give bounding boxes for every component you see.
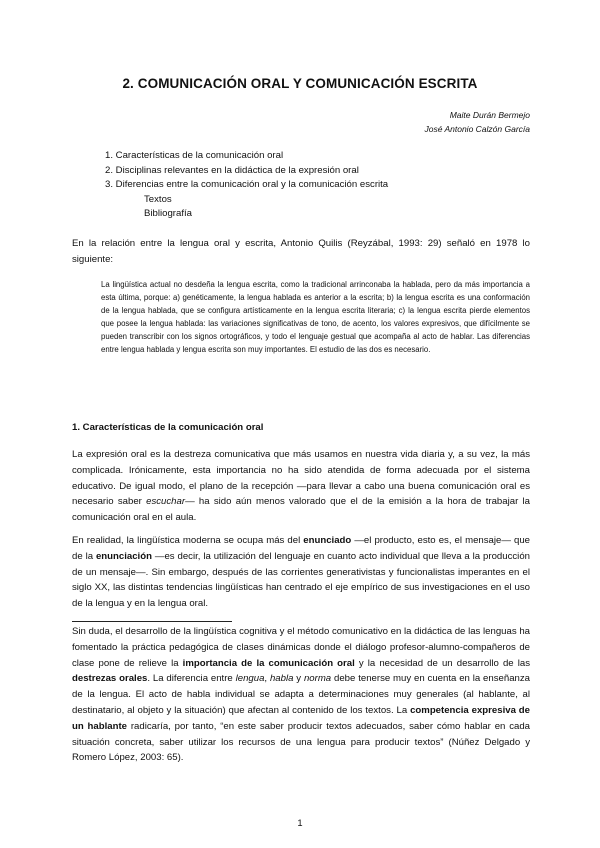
author-2: José Antonio Calzón García: [424, 124, 530, 134]
intro-paragraph: En la relación entre la lengua oral y escrita, Antonio Quilis (Reyzábal, 1993: 29) señaló en 1978 lo siguiente:: [72, 238, 530, 265]
paragraph-2: [72, 533, 530, 612]
block-quote: La lingüística actual no desdeña la lengua escrita, como la tradicional arrinconaba la hablada, pero da más importancia a esta última, porque: a) genéticamente, la lengua hablada es anterior a la escrita; b) la lengua escrita es una conformación de la lengua hablada, que se configura artísticamente en la lengua escrita literaria; c) la lengua escrita pierde elementos que posee la lengua hablada: las variaciones significativas de tono, de acento, los valores expresivos, que difícilmente se pueden transcribir con los signos ortográficos, y todo el lenguaje gestual que acompaña al acto de hablar. Las diferencias entre lengua hablada y lengua escrita son muy importantes. El estudio de las dos es necesario.: [101, 280, 530, 355]
toc-item: 2. Disciplinas relevantes en la didáctica de la expresión oral: [105, 164, 359, 176]
text-run: radicaría, por tanto, “en este saber producir textos adecuados, saber cómo hablar en cada situación concreta, saber utilizar los recursos de una lengua para producir textos” (Núñez Delgado y Romero López, 2003: 65).: [72, 720, 531, 764]
bold-term: competencia expresiva de un hablante: [72, 704, 530, 732]
text-run: . La diferencia entre: [147, 673, 236, 685]
italic-term: escuchar: [146, 496, 186, 508]
text-run: —el producto, esto es, el mensaje— que de la: [72, 535, 531, 562]
text-run: y: [293, 673, 304, 685]
paragraph-3: [72, 624, 530, 766]
author-1: Maite Durán Bermejo: [449, 110, 530, 120]
italic-term: lengua: [235, 673, 265, 685]
divider: [72, 621, 232, 622]
toc-item: Textos: [144, 193, 172, 205]
text-run: ,: [264, 673, 270, 685]
table-of-contents: [105, 149, 388, 222]
italic-term: norma: [303, 673, 332, 685]
toc-item: 1. Características de la comunicación oral: [105, 150, 284, 161]
authors: [424, 108, 530, 136]
section-heading: 1. Características de la comunicación oral: [72, 422, 264, 433]
text-run: —es decir, la utilización del lenguaje en cuanto acto individual que lleva a la producción de un mensaje—. Sin embargo, después de las corrientes generativistas y funcionalistas imperantes en el siglo XX, las distintas tendencias lingüísticas han centrado el eje empírico de sus investigaciones en el uso de la lengua y en la lengua oral.: [72, 550, 530, 610]
toc-item: Bibliografía: [144, 208, 192, 220]
bold-term: destrezas orales: [72, 673, 148, 685]
text-run: Sin duda, el desarrollo de la lingüística cognitiva y el método comunicativo en la didáctica de las lenguas ha fomentado la práctica pedagógica de clases dinámicas donde el diálogo profesor-alumno-compañeros de clase pone de relieve la: [72, 626, 530, 669]
bold-term: enunciación: [95, 550, 152, 562]
page-title: 2. COMUNICACIÓN ORAL Y COMUNICACIÓN ESCRITA: [122, 76, 478, 91]
bold-term: enunciado: [303, 535, 352, 546]
italic-term: habla: [269, 673, 294, 685]
bold-term: importancia de la comunicación oral: [182, 657, 355, 669]
text-run: La expresión oral es la destreza comunicativa que más usamos en nuestra vida diaria y, a su vez, la más complicada. Irónicamente, esta importancia no ha sido atendida de forma adecuada por el sistema educativo. De igual modo, el plano de la recepción —para llevar a cabo una buena comunicación oral es necesario saber: [72, 449, 530, 508]
text-run: debe tenerse muy en cuenta en la enseñanza de la lengua. El acto de habla individual se adapta a determinaciones muy generales (al hablante, al destinatario, al objeto y la situación) que afectan al contenido de los textos. La: [72, 673, 530, 716]
paragraph-1: [72, 447, 530, 526]
text-run: En realidad, la lingüística moderna se ocupa más del: [72, 535, 304, 546]
toc-item: 3. Diferencias entre la comunicación oral y la comunicación escrita: [105, 179, 389, 191]
text-run: y la necesidad de un desarrollo de las: [354, 657, 531, 669]
text-run: — ha sido aún menos valorado que el de la emisión a la hora de trabajar la comunicación oral en el aula.: [72, 496, 530, 524]
page-number: 1: [297, 817, 303, 828]
